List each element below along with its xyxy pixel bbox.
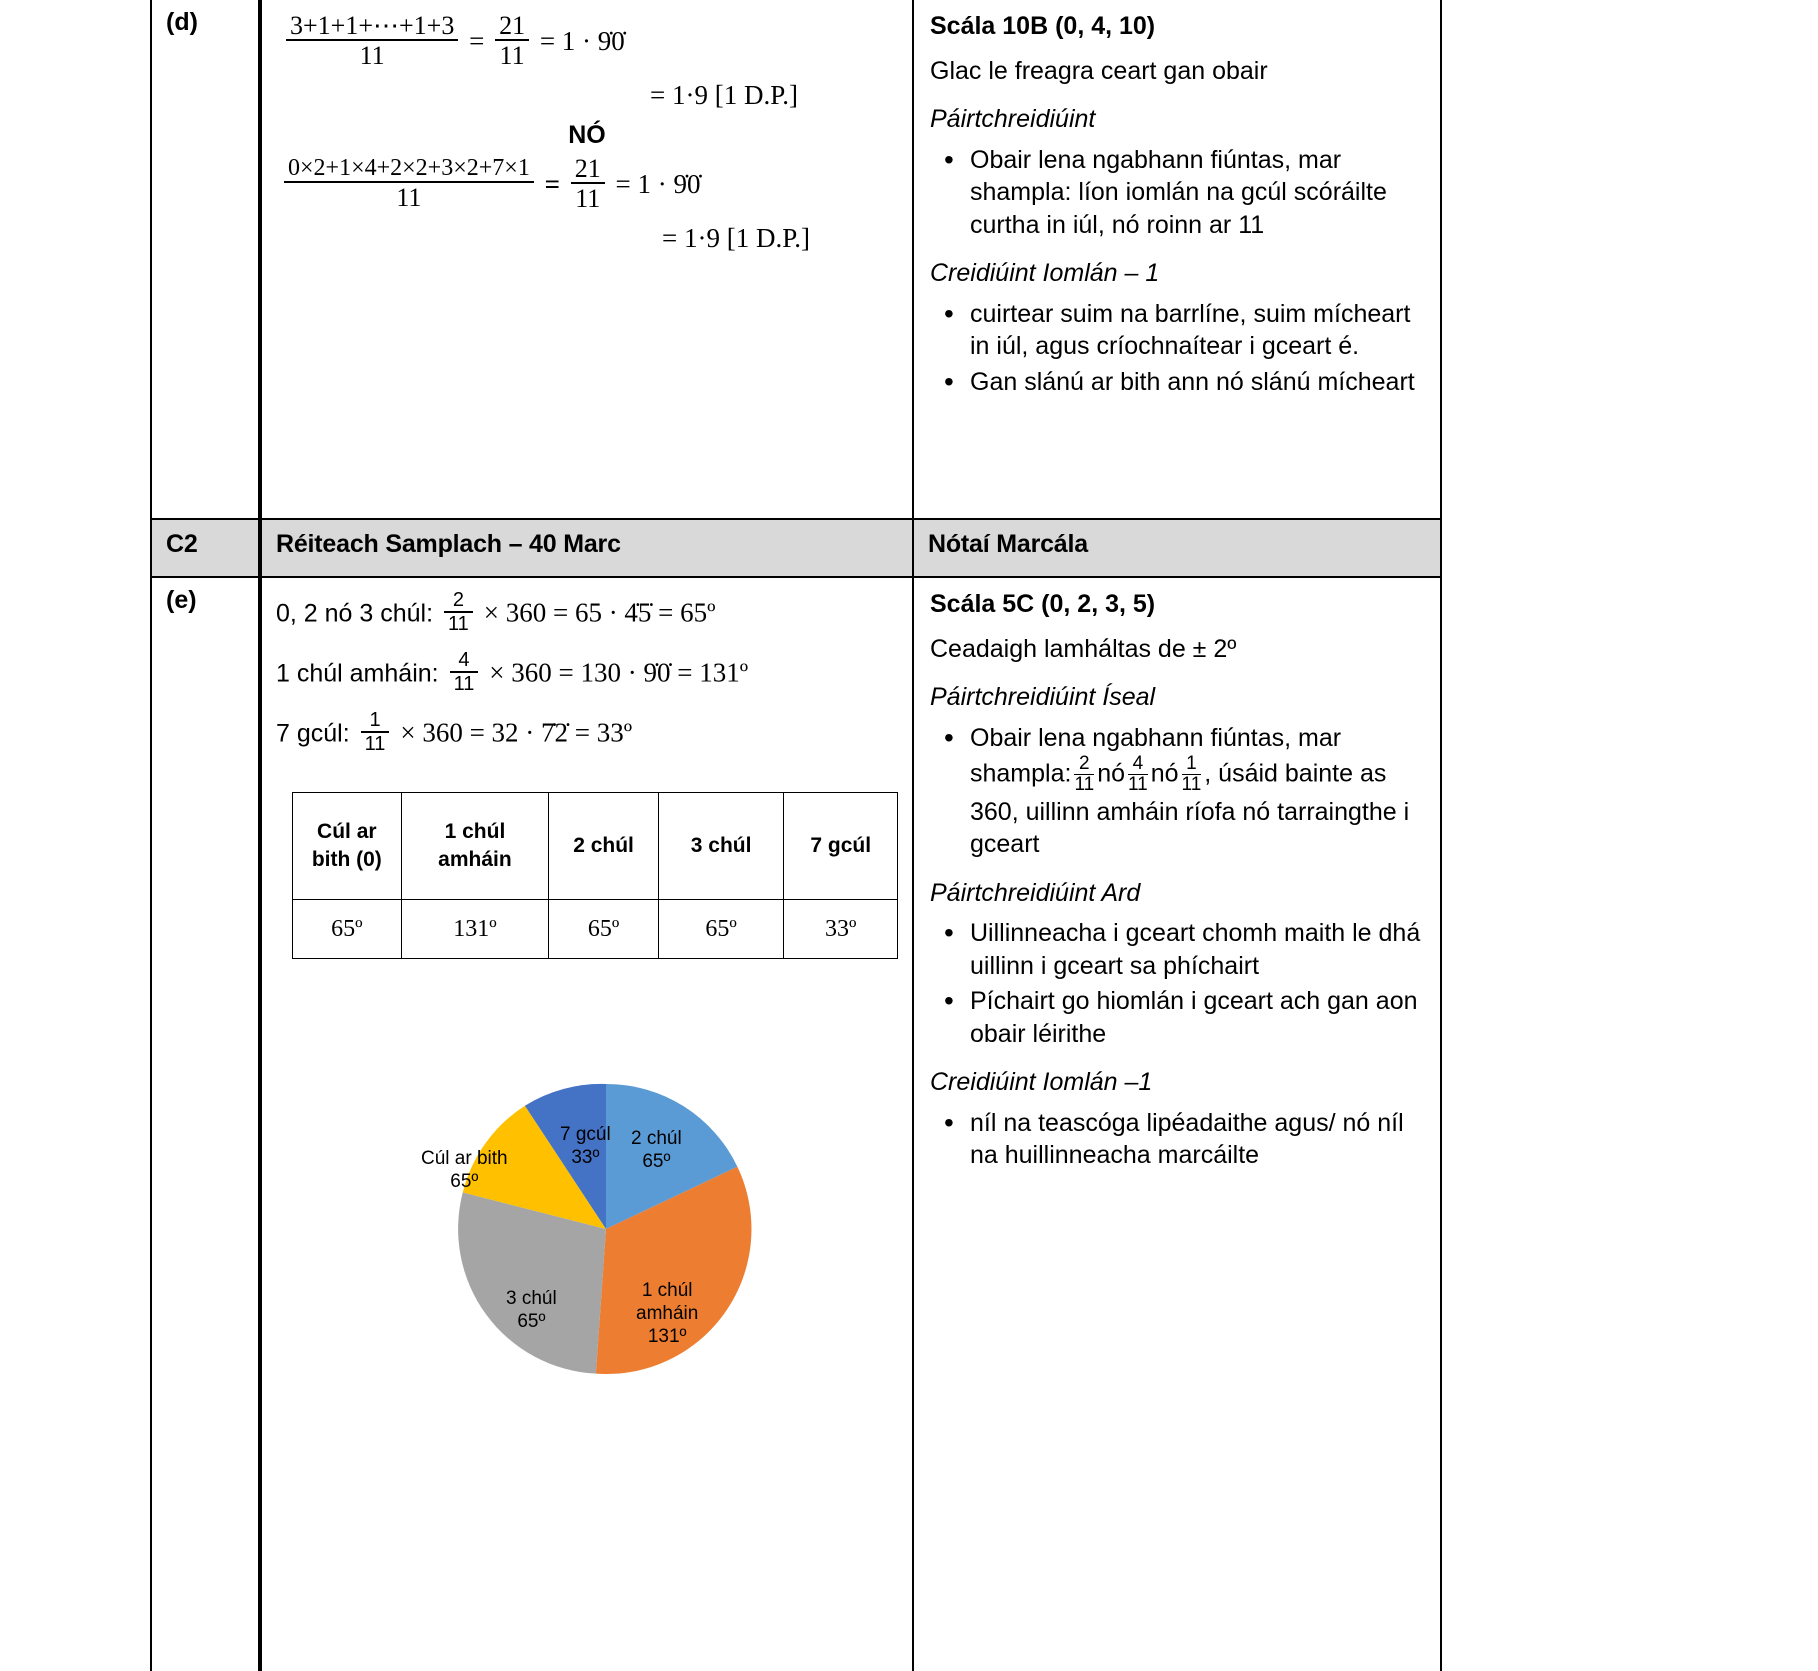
row-e-notes-cell: [912, 576, 1442, 1671]
row-d-frac4-numerator: 21: [574, 153, 601, 183]
row-e-low-frac-3: [1182, 754, 1202, 796]
pie-label-1-chul-amhain: [636, 1279, 698, 1349]
pie-label-cul-ar-bith-name: Cúl ar bith: [421, 1148, 508, 1169]
marking-scheme-grid: [150, 0, 1442, 1671]
row-d-full-heading: Creidiúint Iomlán – 1: [930, 259, 1160, 287]
pie-label-cul-ar-bith: [421, 1147, 508, 1193]
equals-sign: =: [469, 25, 485, 56]
row-d-fraction-3: [284, 156, 534, 213]
table-header-cell: Cúl ar bith (0): [293, 793, 402, 900]
row-d-notes-cell: [912, 0, 1442, 518]
pie-label-1-chul-name: 1 chúl: [641, 1280, 693, 1301]
row-d-alternative-label: NÓ: [568, 121, 606, 150]
c2-code-cell: [150, 518, 260, 576]
row-e-eq3-prefix: 7 gcúl:: [276, 719, 350, 748]
row-e-eq1-fraction: [444, 590, 473, 636]
pie-label-1-chul-name2: amháin: [636, 1303, 699, 1325]
row-d-work-cell: [260, 0, 912, 518]
table-cell: 33º: [784, 900, 898, 959]
table-header-cell: 2 chúl: [549, 793, 659, 900]
list-item: • níl na teascóga lipéadaithe agus/ nó níl na huillinneacha marcáilte: [930, 1107, 1424, 1172]
row-d-frac4-denominator: 11: [571, 182, 605, 214]
row-e-eq1-denominator: 11: [444, 611, 473, 636]
pie-label-2-chul-value: 65º: [642, 1151, 671, 1173]
row-e-eq3-fraction: [361, 710, 390, 756]
row-e-work-cell: [260, 576, 912, 1671]
row-d-fraction-2: [495, 12, 529, 71]
list-item: [930, 722, 1424, 861]
row-d-accept-note: Glac le freagra ceart gan obair: [930, 56, 1268, 85]
table-cell: 131º: [401, 900, 549, 959]
row-d-label-cell: [150, 0, 260, 518]
row-e-high-heading: Páirtchreidiúint Ard: [930, 878, 1141, 907]
row-e-low-list: [930, 722, 1424, 861]
pie-label-1-chul-value: 131º: [647, 1326, 687, 1348]
row-e-eq2-denominator: 11: [450, 671, 479, 696]
list-item: • Gan slánú ar bith ann nó slánú mícheart: [930, 366, 1424, 399]
row-e-eq2-fraction: [450, 650, 479, 696]
row-d-label: (d): [166, 8, 198, 36]
row-d-partial-heading: Páirtchreidiúint: [930, 105, 1096, 133]
row-d-equation-1: [276, 11, 898, 73]
row-e-eq2-rest: × 360 = 130 · 9̇0̇ = 131º: [489, 657, 749, 688]
row-d-scale: Scála 10B (0, 4, 10): [930, 12, 1156, 40]
row-e-label-cell: [150, 576, 260, 1671]
row-d-frac3-denominator: 11: [284, 181, 534, 213]
row-d-result-1: 1 · 9̇0̇: [561, 25, 625, 56]
equals-sign-4: =: [615, 168, 631, 199]
row-e-label: (e): [166, 586, 197, 614]
row-d-equation-3: [276, 153, 898, 216]
row-e-equation-2: [276, 649, 898, 698]
row-e-low-frac1-d: 11: [1074, 773, 1095, 795]
row-d-full-list: [930, 298, 1424, 399]
row-e-high-list: [930, 917, 1424, 1050]
c2-solution-header-cell: [260, 518, 912, 576]
row-e-working: [262, 578, 912, 1379]
equals-sign-3: =: [544, 168, 560, 199]
row-e-low-frac2-n: 4: [1132, 753, 1144, 774]
row-d-frac2-numerator: 21: [499, 11, 526, 40]
row-e-notes: [914, 578, 1440, 1172]
row-d-working: [262, 0, 912, 256]
table-cell: 65º: [549, 900, 659, 959]
row-e-eq1-numerator: 2: [452, 589, 464, 611]
row-e-eq3-numerator: 1: [369, 709, 381, 731]
pie-label-7-gcul-name: 7 gcúl: [560, 1124, 611, 1145]
row-d-frac1-denominator: 11: [286, 39, 458, 71]
row-d-fraction-1: [286, 12, 458, 71]
c2-code: C2: [166, 530, 198, 558]
list-item: • Uillinneacha i gceart chomh maith le dhá uillinn i gceart sa phíchairt: [930, 917, 1424, 982]
row-e-low-frac1-n: 2: [1079, 753, 1090, 774]
row-d-frac3-numerator: 0×2+1×4+2×2+3×2+7×1: [288, 154, 530, 181]
row-d-frac1-numerator: 3+1+1+⋯+1+3: [290, 11, 455, 40]
table-header-cell: 1 chúl amháin: [401, 793, 549, 900]
c2-solution-header: Réiteach Samplach – 40 Marc: [276, 530, 621, 558]
row-e-tolerance: Ceadaigh lamháltas de ± 2º: [930, 634, 1237, 663]
row-d-frac2-denominator: 11: [495, 39, 529, 71]
row-e-eq3-denominator: 11: [361, 731, 390, 756]
row-d-fraction-4: [571, 155, 605, 214]
table-header-cell: 7 gcúl: [784, 793, 898, 900]
row-e-low-frac3-d: 11: [1181, 773, 1202, 795]
table-header-row: [293, 793, 898, 900]
row-e-eq1-prefix: 0, 2 nó 3 chúl:: [276, 599, 434, 628]
list-item: • Píchairt go hiomlán i gceart ach gan aon obair léirithe: [930, 985, 1424, 1050]
row-e-scale: Scála 5C (0, 2, 3, 5): [930, 590, 1156, 618]
pie-label-2-chul-name: 2 chúl: [631, 1128, 682, 1149]
table-row: [293, 900, 898, 959]
row-e-low-frac-2: [1128, 754, 1148, 796]
row-e-eq2-prefix: 1 chúl amháin:: [276, 659, 439, 688]
equals-sign-2: =: [539, 25, 556, 56]
row-e-equation-3: [276, 709, 898, 758]
row-e-low-mid-1: nó: [1097, 759, 1125, 788]
row-d-equation-2: = 1·9 [1 D.P.]: [650, 80, 798, 111]
row-d-equation-4: = 1·9 [1 D.P.]: [662, 223, 810, 254]
list-item: • cuirtear suim na barrlíne, suim mícheart in iúl, agus críochnaítear i gceart é.: [930, 298, 1424, 363]
row-e-low-frac2-d: 11: [1128, 773, 1148, 795]
list-item: • Obair lena ngabhann fiúntas, mar shampla: líon iomlán na gcúl scóráilte curtha in iúl, nó roinn ar 11: [930, 144, 1424, 242]
angles-table: [292, 792, 898, 959]
row-e-low-mid-2: nó: [1150, 759, 1179, 788]
table-header-cell: 3 chúl: [658, 793, 784, 900]
pie-label-7-gcul-value: 33º: [571, 1147, 600, 1169]
row-e-low-item-a: Obair lena ngabhann fiúntas, mar shampla:: [970, 723, 1342, 788]
row-e-low-frac3-n: 1: [1186, 753, 1197, 774]
row-e-eq1-rest: × 360 = 65 · 4̇5̇ = 65º: [483, 597, 716, 628]
pie-label-3-chul: [506, 1287, 557, 1333]
pie-label-2-chul: [631, 1127, 682, 1173]
row-d-notes: [914, 0, 1440, 398]
c2-notes-header-cell: [912, 518, 1442, 576]
row-d-partial-list: [930, 144, 1424, 242]
c2-notes-header: Nótaí Marcála: [928, 530, 1088, 558]
row-e-equation-1: [276, 589, 898, 638]
row-e-eq2-numerator: 4: [458, 649, 470, 671]
row-e-low-heading: Páirtchreidiúint Íseal: [930, 683, 1156, 711]
pie-label-7-gcul: [560, 1123, 611, 1169]
pie-chart: [421, 1079, 756, 1379]
pie-label-3-chul-name: 3 chúl: [506, 1288, 557, 1309]
table-cell: 65º: [293, 900, 402, 959]
table-cell: 65º: [658, 900, 784, 959]
pie-label-3-chul-value: 65º: [517, 1311, 546, 1333]
row-e-full-list: [930, 1107, 1424, 1172]
pie-label-cul-ar-bith-value: 65º: [450, 1171, 479, 1193]
row-e-full-heading: Creidiúint Iomlán –1: [930, 1068, 1153, 1097]
row-e-low-frac-1: [1074, 754, 1094, 796]
row-e-eq3-rest: × 360 = 32 · 7̇2̇ = 33º: [400, 717, 633, 748]
row-e-low-item-b: , úsáid bainte as 360, uillinn amháin ríofa nó tarraingthe i gceart: [970, 759, 1410, 859]
row-d-result-2: 1 · 9̇0̇: [637, 168, 701, 199]
